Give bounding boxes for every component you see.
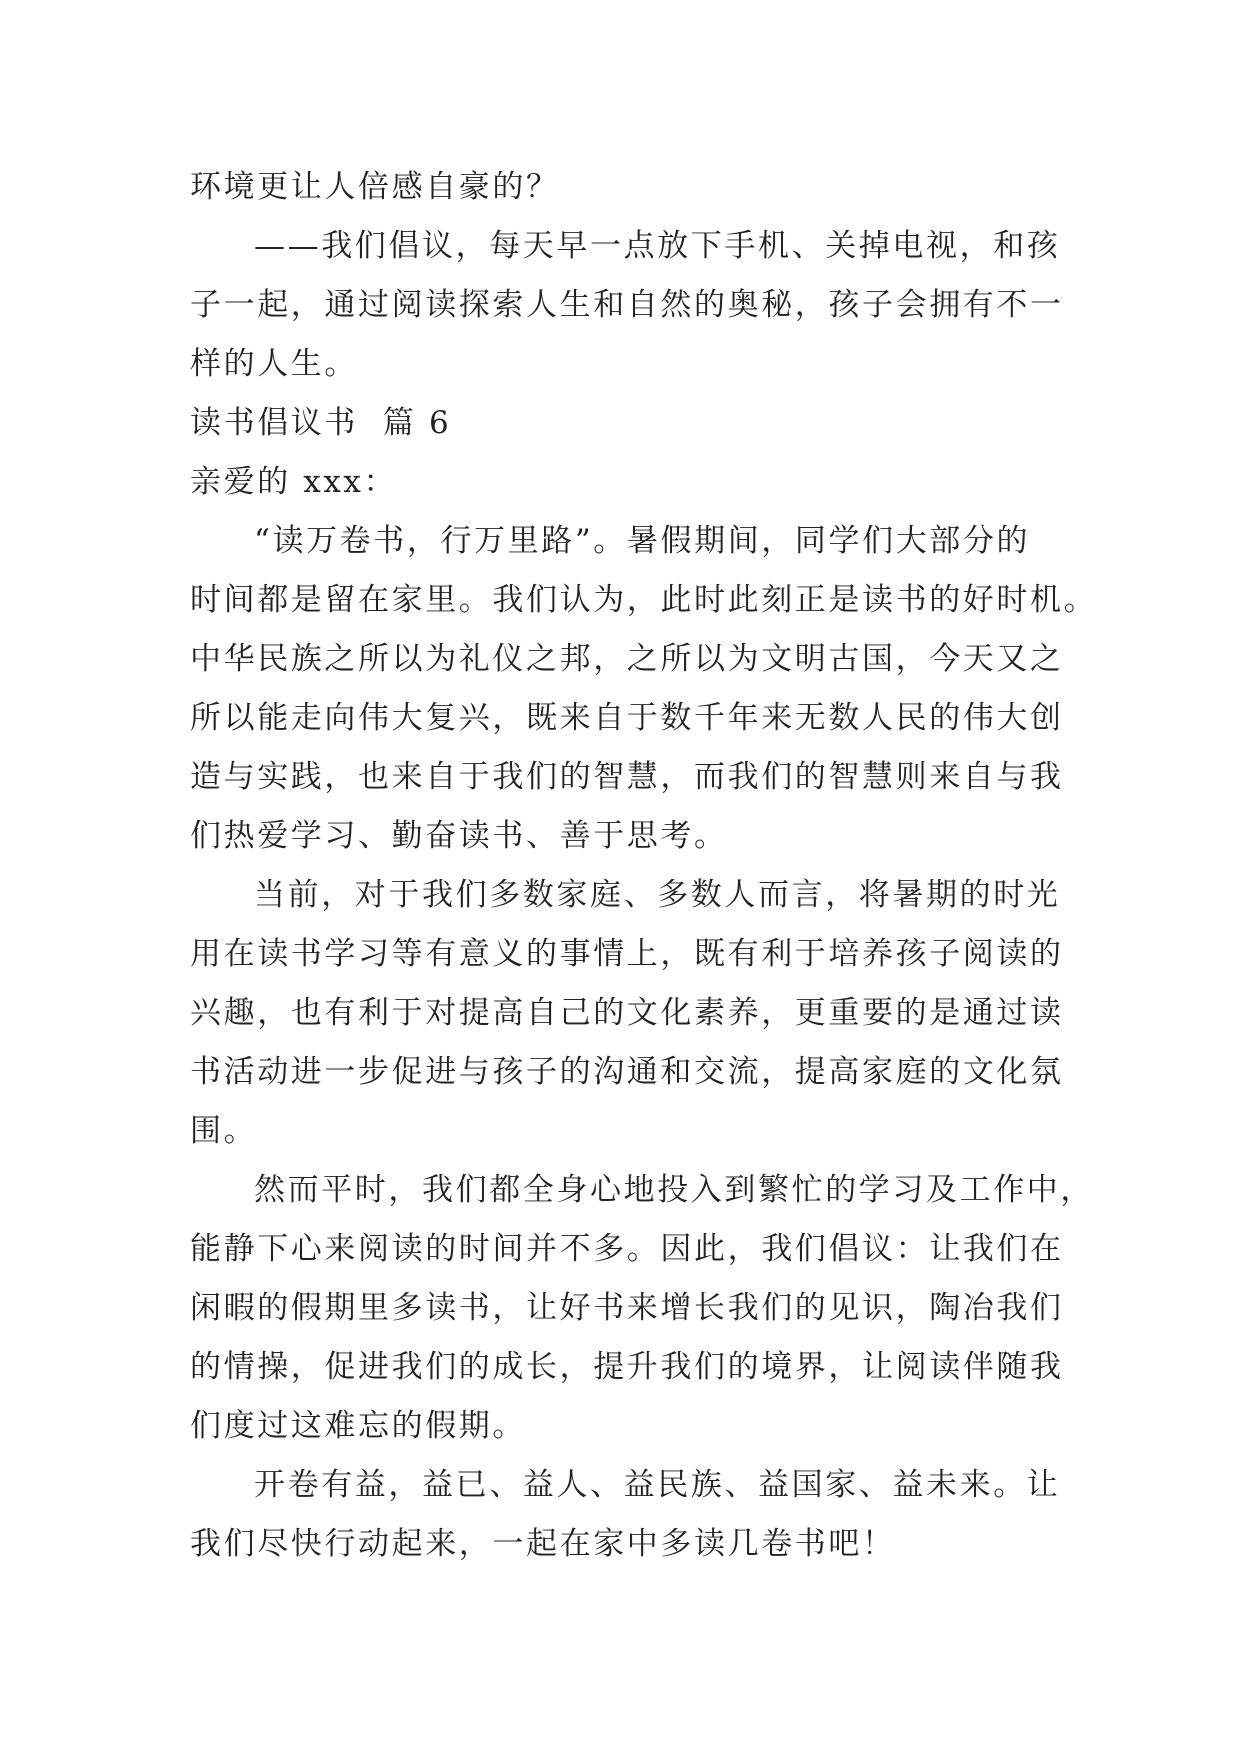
text-line: 我们尽快行动起来，一起在家中多读几卷书吧！ bbox=[190, 1526, 896, 1562]
document-body bbox=[190, 158, 1098, 1574]
text-line: 能静下心来阅读的时间并不多。因此，我们倡议：让我们在 bbox=[190, 1231, 1064, 1267]
text-line: 用在读书学习等有意义的事情上，既有利于培养孩子阅读的 bbox=[190, 936, 1064, 972]
salutation: 亲爱的 xxx： bbox=[190, 464, 398, 500]
text-line: 子一起，通过阅读探索人生和自然的奥秘，孩子会拥有不一 bbox=[190, 287, 1064, 323]
text-line: 的情操，促进我们的成长，提升我们的境界，让阅读伴随我 bbox=[190, 1349, 1064, 1385]
text-line: 们热爱学习、勤奋读书、善于思考。 bbox=[190, 818, 728, 854]
text-line: 造与实践，也来自于我们的智慧，而我们的智慧则来自与我 bbox=[190, 759, 1064, 795]
text-line: 兴趣，也有利于对提高自己的文化素养，更重要的是通过读 bbox=[190, 995, 1064, 1031]
text-line: 所以能走向伟大复兴，既来自于数千年来无数人民的伟大创 bbox=[190, 700, 1064, 736]
text-line: “读万卷书，行万里路”。暑假期间，同学们大部分的 bbox=[254, 523, 1031, 559]
text-line: 开卷有益，益已、益人、益民族、益国家、益未来。让 bbox=[254, 1467, 1061, 1503]
text-line: 环境更让人倍感自豪的？ bbox=[190, 169, 560, 205]
text-line: 们度过这难忘的假期。 bbox=[190, 1408, 526, 1444]
section-heading: 读书倡议书 篇 6 bbox=[190, 405, 452, 441]
text-line: 然而平时，我们都全身心地投入到繁忙的学习及工作中， bbox=[254, 1172, 1094, 1208]
text-line: ——我们倡议，每天早一点放下手机、关掉电视，和孩 bbox=[254, 228, 1061, 264]
text-line: 时间都是留在家里。我们认为，此时此刻正是读书的好时机。 bbox=[190, 582, 1098, 618]
text-line: 闲暇的假期里多读书，让好书来增长我们的见识，陶冶我们 bbox=[190, 1290, 1064, 1326]
text-line: 当前，对于我们多数家庭、多数人而言，将暑期的时光 bbox=[254, 877, 1061, 913]
text-line: 围。 bbox=[190, 1113, 258, 1149]
text-line: 中华民族之所以为礼仪之邦，之所以为文明古国，今天又之 bbox=[190, 641, 1064, 677]
text-line: 样的人生。 bbox=[190, 346, 358, 382]
text-line: 书活动进一步促进与孩子的沟通和交流，提高家庭的文化氛 bbox=[190, 1054, 1064, 1090]
